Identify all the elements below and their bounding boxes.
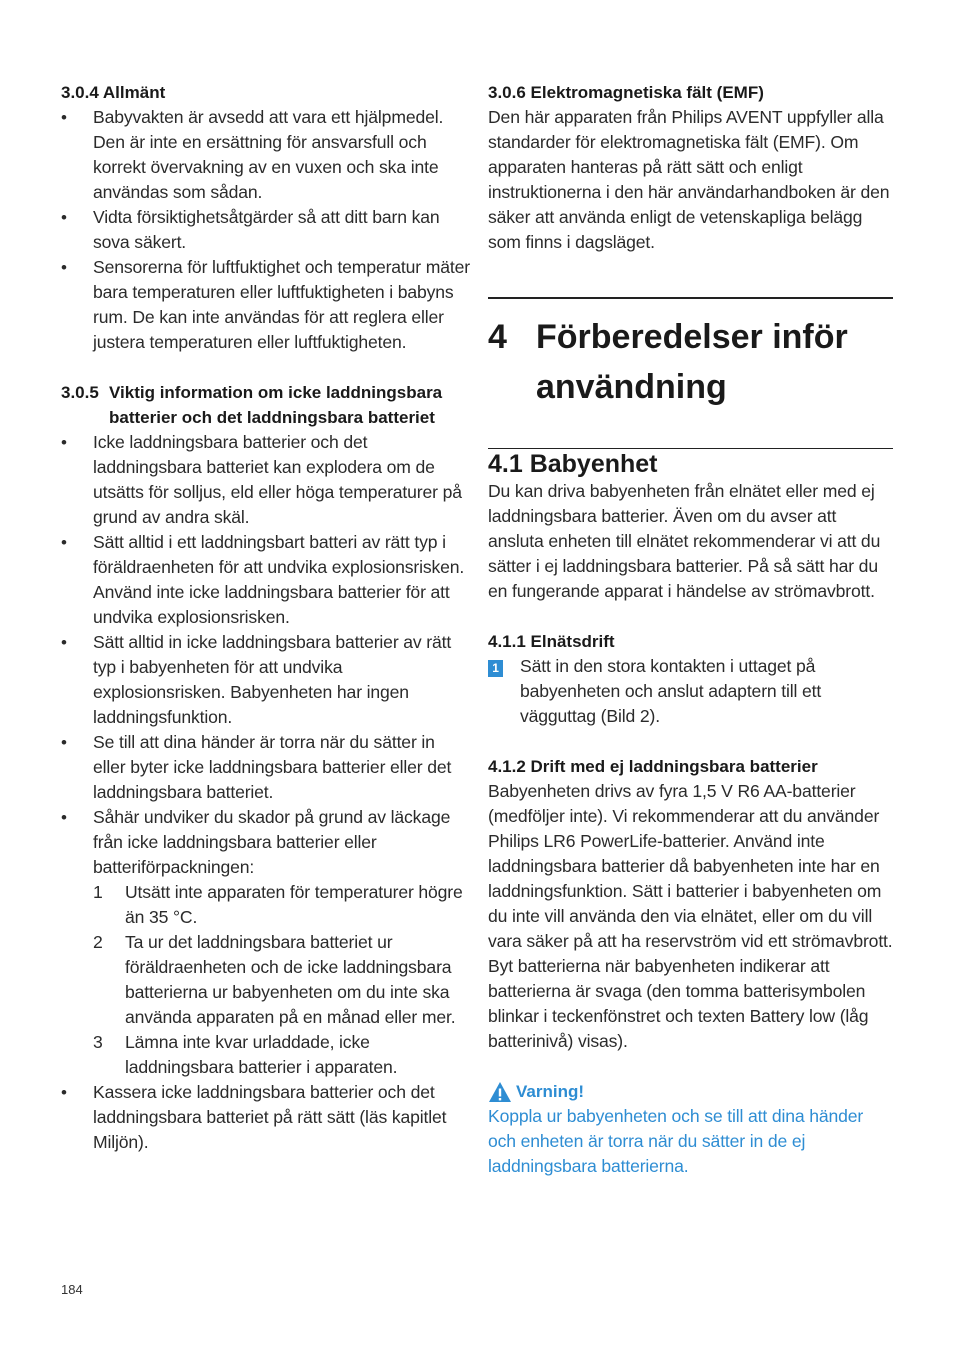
- list-item: • Babyvakten är avsedd att vara ett hjälpmedel. Den är inte en ersättning för ansvarsfull och korrekt övervakning av en vuxen och ska inte användas som sådan.: [61, 105, 471, 205]
- list-item: • Kassera icke laddningsbara batterier och det laddningsbara batteriet på rätt sätt (läs kapitlet Miljön).: [61, 1080, 471, 1155]
- list-item: • Se till att dina händer är torra när du sätter in eller byter icke laddningsbara batterier eller det laddningsbara batteriet.: [61, 730, 471, 805]
- numbered-item: [93, 1030, 471, 1080]
- item-text: Lämna inte kvar urladdade, icke laddningsbara batterier i apparaten.: [125, 1032, 398, 1077]
- section-title: Viktig information om icke laddningsbara batterier och det laddningsbara batteriet: [109, 383, 443, 427]
- paragraph-emf: Den här apparaten från Philips AVENT uppfyller alla standarder för elektromagnetiska fält (EMF). Om apparaten hanteras på rätt sätt och enligt instruktionerna i den här användarhandboken är den säker att använda enligt de vetenskapliga belägg som finns i dagsläget.: [488, 107, 890, 252]
- right-column-top: [488, 80, 893, 255]
- warning-triangle-icon: [488, 1081, 512, 1103]
- paragraph-babyenhet: Du kan driva babyenheten från elnätet eller med ej laddningsbara batterier. Även om du avser att ansluta enheten till elnätet rekommenderar vi att du sätter i ej laddningsbara batterier. På så sätt har du en fungerande apparat i händelse av strömavbrott.: [488, 481, 881, 601]
- bullet-list-batterier: [61, 430, 471, 1155]
- list-item: • Sätt alltid i ett laddningsbart batteri av rätt typ i föräldraenheten för att undvika explosionsrisken. Använd inte icke laddningsbara batterier för att undvika explosionsrisken.: [61, 530, 471, 630]
- right-column-bottom: [488, 479, 893, 1179]
- chapter-number: 4: [488, 318, 507, 356]
- step-item: [488, 654, 893, 729]
- warning-text: Koppla ur babyenheten och se till att dina händer och enheten är torra när du sätter in de ej laddningsbara batterierna.: [488, 1106, 864, 1176]
- item-number: 3: [93, 1032, 103, 1052]
- left-column: [61, 80, 471, 1155]
- warning-heading: [488, 1079, 893, 1104]
- numbered-item: [93, 930, 471, 1030]
- section-heading-4-1-1: 4.1.1 Elnätsdrift: [488, 632, 615, 651]
- chapter-title: [488, 312, 893, 412]
- list-item: • Sätt alltid in icke laddningsbara batterier av rätt typ i babyenheten för att undvika explosionsrisken. Babyenheten har ingen laddningsfunktion.: [61, 630, 471, 730]
- step-number-badge: 1: [488, 660, 503, 677]
- section-number: 3.0.5: [61, 383, 99, 402]
- section-heading-4-1-2: 4.1.2 Drift med ej laddningsbara batterier: [488, 757, 818, 776]
- section-title-4-1: 4.1 Babyenhet: [488, 450, 658, 478]
- item-text: Ta ur det laddningsbara batteriet ur föräldraenheten och de icke laddningsbara batterierna ur babyenheten om du inte ska använda apparaten på en månad eller mer.: [125, 932, 456, 1027]
- page-number: 184: [61, 1282, 83, 1297]
- list-item: • Vidta försiktighetsåtgärder så att ditt barn kan sova säkert.: [61, 205, 471, 255]
- warning-label: Varning!: [516, 1082, 585, 1101]
- section-heading-3-0-6: 3.0.6 Elektromagnetiska fält (EMF): [488, 83, 764, 102]
- chapter-title-text: Förberedelser inför användning: [536, 318, 848, 406]
- list-item: [61, 805, 471, 1080]
- list-item: • Sensorerna för luftfuktighet och temperatur mäter bara temperaturen eller luftfuktigheten i babyns rum. De kan inte användas för att reglera eller justera temperaturen eller luftfuktigheten.: [61, 255, 471, 355]
- numbered-list: [93, 880, 471, 1080]
- section-heading-3-0-4: 3.0.4 Allmänt: [61, 83, 166, 102]
- list-item-text: Såhär undviker du skador på grund av läckage från icke laddningsbara batterier eller batteriförpackningen:: [93, 807, 451, 877]
- numbered-item: [93, 880, 471, 930]
- item-number: 2: [93, 932, 103, 952]
- section-heading-3-0-5: [61, 380, 471, 430]
- list-item: • Icke laddningsbara batterier och det laddningsbara batteriet kan explodera om de utsätts för solljus, eld eller höga temperaturer på grund av andra skäl.: [61, 430, 471, 530]
- bullet-list-allmant: [61, 105, 471, 355]
- item-number: 1: [93, 882, 103, 902]
- paragraph-batterier: Babyenheten drivs av fyra 1,5 V R6 AA-batterier (medföljer inte). Vi rekommenderar att du använder Philips LR6 PowerLife-batterier. Använd inte laddningsbara batterier då babyenheten inte har en laddningsfunktion. Sätt i batterier i babyenheten om du inte vill använda den via elnätet, eller om du vill vara säker på att ha reservström vid ett strömavbrott. Byt batterierna när babyenheten indikerar att batterierna är svaga (den tomma batterisymbolen blinkar i teckenfönstret och texten Battery low (låg batterinivå) visas).: [488, 781, 893, 1051]
- step-text: Sätt in den stora kontakten i uttaget på babyenheten och anslut adaptern till ett vägguttag (Bild 2).: [520, 656, 822, 726]
- item-text: Utsätt inte apparaten för temperaturer högre än 35 °C.: [125, 882, 463, 927]
- chapter-divider: [488, 297, 893, 299]
